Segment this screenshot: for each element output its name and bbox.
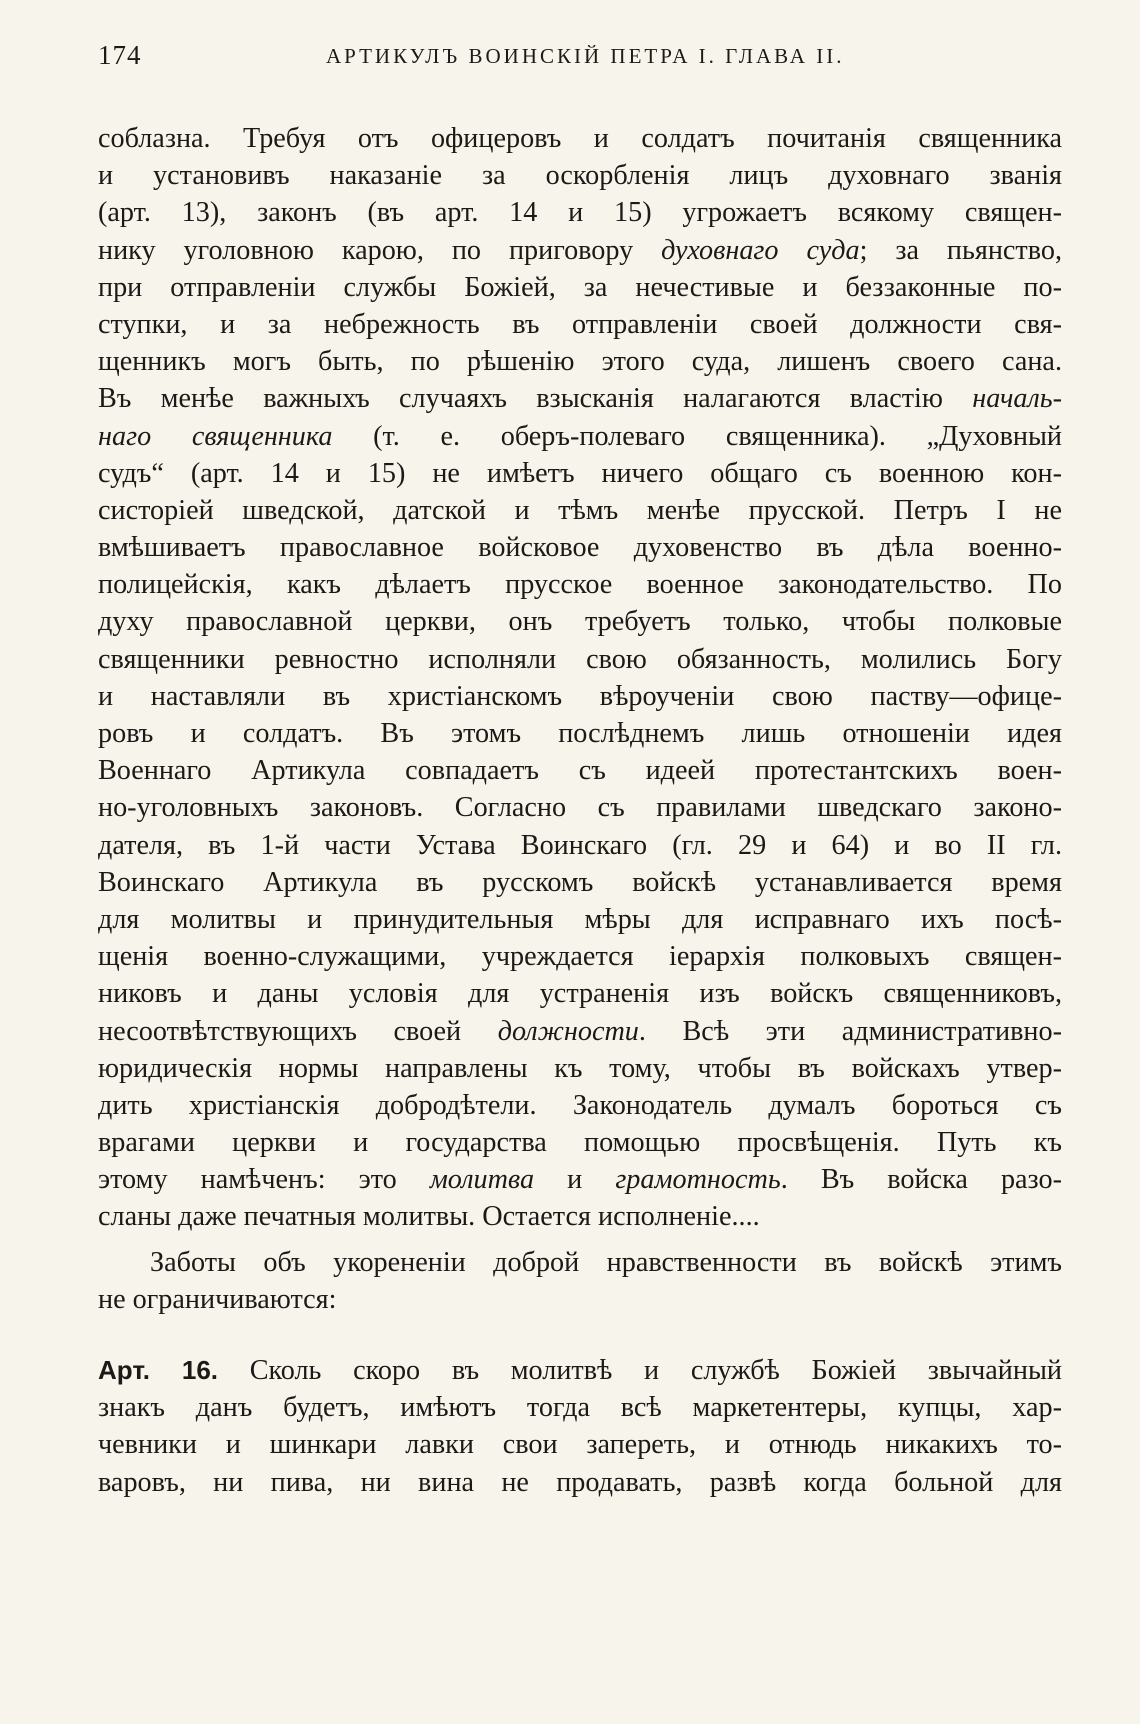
page-header [98,40,1058,80]
running-head: АРТИКУЛЪ ВОИНСКІЙ ПЕТРА I. ГЛАВА II. [326,44,845,68]
text-run: этому намѣченъ: это [98,1164,430,1196]
text-line: никовъ и даны условія для устраненія изъ войскъ священниковъ, [98,978,1062,1010]
text-line: щенникъ могъ быть, по рѣшенію этого суда, лишенъ своего сана. [98,346,1062,378]
text-line [98,1013,1062,1050]
text-line: дить христіанскія добродѣтели. Законодатель думалъ бороться съ [98,1089,1062,1121]
text-line [98,1161,1062,1198]
text-line: ступки, и за небрежность въ отправленіи своей должности свя- [98,308,1062,340]
text-line [98,418,1062,455]
text-line: для молитвы и принудительныя мѣры для исправнаго ихъ посѣ- [98,903,1062,935]
page-number: 174 [98,40,142,70]
text-run: (т. е. оберъ-полеваго священника). „Духовный [332,420,1062,452]
text-line: вмѣшиваетъ православное войсковое духовенство въ дѣла военно- [98,532,1062,564]
text-line [98,1352,1062,1389]
article-label: Арт. 16. [98,1355,218,1385]
text-run: и [534,1164,616,1196]
text-line: не ограничиваются: [98,1283,337,1315]
text-run: несоотвѣтствующихъ своей [98,1015,498,1047]
text-run: Сколь скоро въ молитвѣ и службѣ Божіей звычайный [218,1355,1062,1386]
italic-term: наго священника [98,420,333,452]
italic-term: началь- [972,383,1062,415]
text-line: но-уголовныхъ законовъ. Согласно съ правилами шведскаго законо- [98,792,1062,824]
text-line: (арт. 13), законъ (въ арт. 14 и 15) угрожаетъ всякому священ- [98,197,1062,229]
body-text [98,120,1062,1501]
text-line: при отправленіи службы Божіей, за нечестивые и беззаконные по- [98,271,1062,303]
text-line: духу православной церкви, онъ требуетъ только, чтобы полковые [98,606,1062,638]
text-line: Заботы объ укорененіи доброй нравственности въ войскѣ этимъ [150,1246,1062,1278]
text-run: . Всѣ эти административно- [638,1015,1062,1047]
text-line: Воинскаго Артикула въ русскомъ войскѣ устанавливается время [98,866,1062,898]
text-line: чевники и шинкари лавки свои запереть, и отнюдь никакихъ то- [98,1429,1062,1461]
text-line: дателя, въ 1-й части Устава Воинскаго (гл. 29 и 64) и во II гл. [98,829,1062,861]
text-line: соблазна. Требуя отъ офицеровъ и солдатъ почитанія священника [98,123,1062,154]
text-line: юридическія нормы направлены къ тому, чтобы въ войскахъ утвер- [98,1052,1062,1084]
text-run: . Въ войска разо- [780,1164,1062,1196]
italic-term: духовнаго суда [661,234,860,266]
text-line: систоріей шведской, датской и тѣмъ менѣе прусской. Петръ I не [98,494,1062,526]
text-line: Военнаго Артикула совпадаетъ съ идеей протестантскихъ воен- [98,755,1062,787]
italic-term: грамотность [615,1164,781,1196]
text-line [98,380,1062,417]
text-run: Въ менѣе важныхъ случаяхъ взысканія налагаются властію [98,383,973,415]
text-line: сланы даже печатныя молитвы. Остается исполненіе.... [98,1201,760,1233]
paragraph-2 [98,1244,1062,1318]
text-line: щенія военно-служащими, учреждается іерархія полковыхъ священ- [98,941,1062,973]
text-line: ровъ и солдатъ. Въ этомъ послѣднемъ лишь отношеніи идея [98,718,1062,749]
text-line: врагами церкви и государства помощью просвѣщенія. Путь къ [98,1127,1062,1159]
text-line [98,232,1062,269]
text-line: и наставляли въ христіанскомъ вѣроученіи свою паству—офице- [98,680,1062,712]
text-line: судъ“ (арт. 14 и 15) не имѣетъ ничего общаго съ военною кон- [98,457,1062,489]
paragraph-1 [98,120,1062,1236]
text-line: и установивъ наказаніе за оскорбленія лицъ духовнаго званія [98,160,1062,192]
italic-term: должности [497,1015,639,1047]
text-run: нику уголовною карою, по приговору [98,234,662,266]
text-line: полицейскія, какъ дѣлаетъ прусское военное законодательство. По [98,569,1062,601]
italic-term: молитва [429,1164,535,1196]
text-run: ; за пьянство, [859,234,1062,266]
text-line: знакъ данъ будетъ, имѣютъ тогда всѣ маркетентеры, купцы, хар- [98,1392,1062,1424]
text-line: варовъ, ни пива, ни вина не продавать, развѣ когда больной для [98,1466,1062,1498]
text-line: священники ревностно исполняли свою обязанность, молились Богу [98,643,1062,675]
article-16 [98,1352,1062,1501]
